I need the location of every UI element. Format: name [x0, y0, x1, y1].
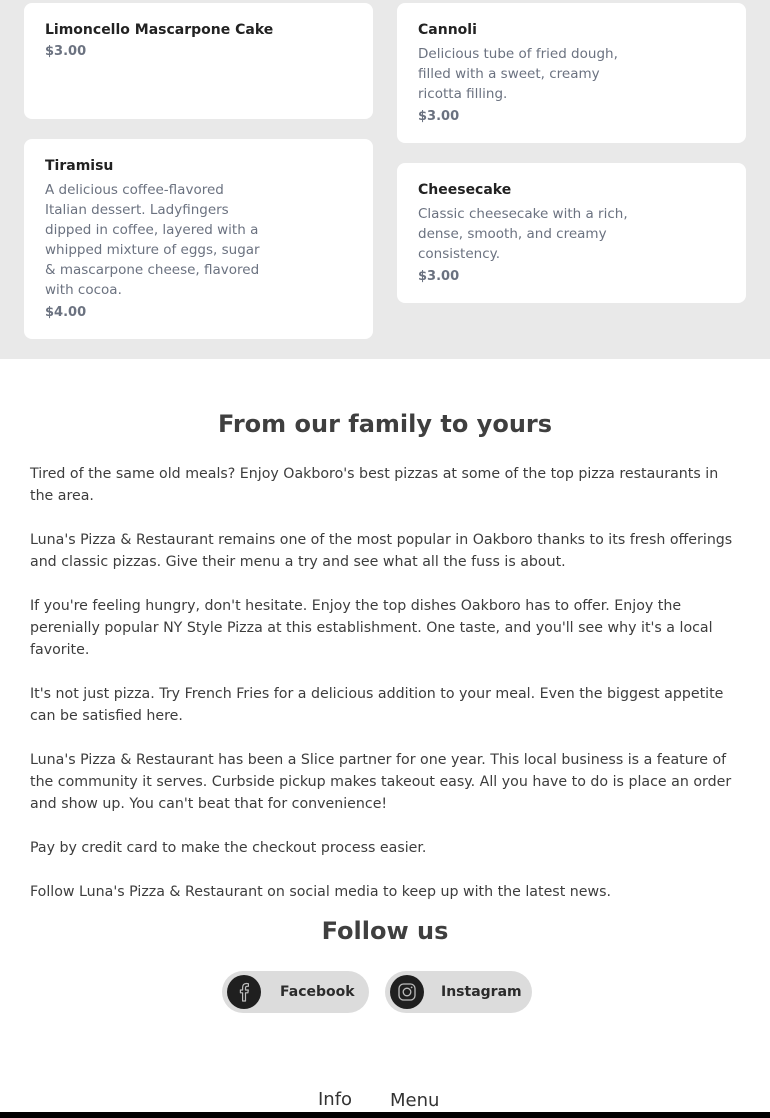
footer-info-link[interactable]: Info	[318, 1089, 353, 1110]
menu-item-description: Classic cheesecake with a rich, dense, smooth, and creamy consistency.	[418, 206, 628, 262]
menu-item-card[interactable]	[24, 139, 373, 339]
menu-section	[0, 0, 770, 359]
bottom-bar	[0, 1112, 770, 1118]
about-paragraph: It's not just pizza. Try French Fries for a delicious addition to your meal. Even the biggest appetite can be satisfied here.	[30, 686, 724, 724]
facebook-button[interactable]	[222, 971, 369, 1013]
facebook-icon	[227, 975, 261, 1009]
about-paragraph: Luna's Pizza & Restaurant remains one of the most popular in Oakboro thanks to its fresh offerings and classic pizzas. Give their menu a try and see what all the fuss is about.	[30, 532, 733, 570]
menu-item-description: Delicious tube of fried dough, filled with a sweet, creamy ricotta filling.	[418, 46, 618, 102]
menu-item-price: $4.00	[45, 305, 87, 320]
about-text	[30, 463, 742, 925]
instagram-icon	[390, 975, 424, 1009]
menu-item-price: $3.00	[418, 269, 460, 284]
menu-item-name: Limoncello Mascarpone Cake	[45, 22, 274, 38]
menu-item-name: Tiramisu	[45, 158, 114, 174]
menu-item-description: A delicious coffee-flavored Italian dessert. Ladyfingers dipped in coffee, layered with a whipped mixture of eggs, sugar & mascarpone cheese, flavored with cocoa.	[45, 182, 260, 298]
menu-item-price: $3.00	[45, 44, 87, 59]
menu-item-card[interactable]	[397, 163, 746, 303]
instagram-button[interactable]	[385, 971, 532, 1013]
follow-heading: Follow us	[321, 917, 449, 945]
about-paragraph: If you're feeling hungry, don't hesitate. Enjoy the top dishes Oakboro has to offer. Enjoy the perenially popular NY Style Pizza at this establishment. One taste, and you'll see why it's a local favorite.	[30, 598, 713, 658]
about-paragraph: Follow Luna's Pizza & Restaurant on social media to keep up with the latest news.	[30, 884, 611, 900]
about-paragraph: Pay by credit card to make the checkout process easier.	[30, 840, 427, 856]
facebook-label: Facebook	[280, 984, 355, 1000]
menu-item-card[interactable]	[397, 3, 746, 143]
instagram-label: Instagram	[441, 984, 522, 1000]
about-paragraph: Tired of the same old meals? Enjoy Oakboro's best pizzas at some of the top pizza restaurants in the area.	[30, 466, 719, 504]
menu-item-name: Cannoli	[418, 22, 477, 38]
menu-item-card[interactable]	[24, 3, 373, 119]
menu-item-price: $3.00	[418, 109, 460, 124]
about-heading: From our family to yours	[217, 410, 553, 438]
footer-menu-link[interactable]: Menu	[390, 1090, 440, 1111]
menu-item-name: Cheesecake	[418, 182, 512, 198]
about-paragraph: Luna's Pizza & Restaurant has been a Slice partner for one year. This local business is a feature of the community it serves. Curbside pickup makes takeout easy. All you have to do is place an order and show up. You can't beat that for convenience!	[30, 752, 732, 812]
